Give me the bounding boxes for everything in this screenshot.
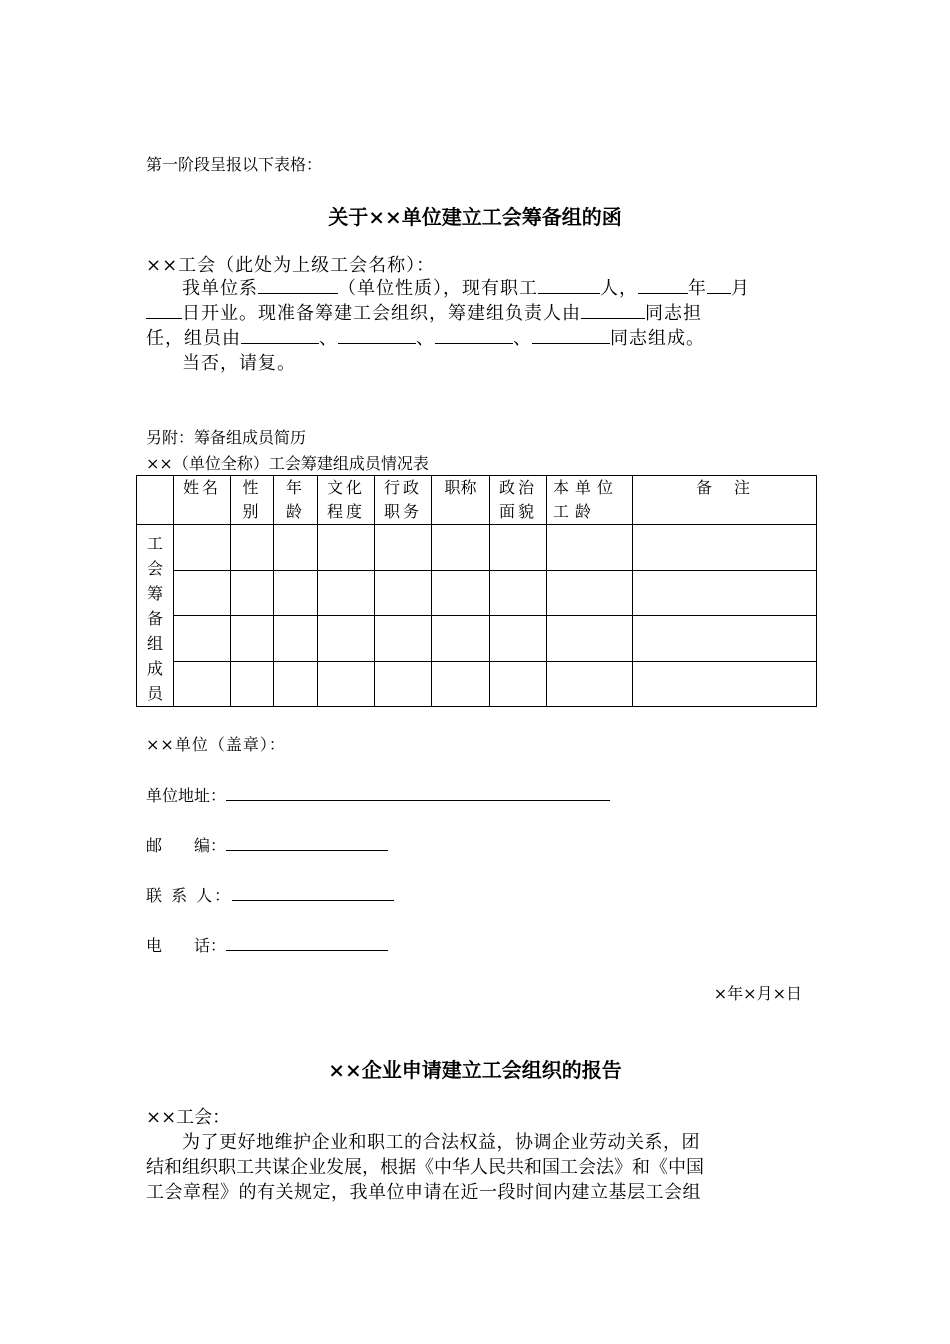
table-cell [547, 616, 633, 662]
text-segment: （单位性质），现有职工 [338, 278, 538, 299]
table-cell [318, 570, 375, 616]
text-segment: 我单位系 [182, 278, 258, 299]
table-cell [231, 525, 274, 571]
report-line-1: 为了更好地维护企业和职工的合法权益，协调企业劳动关系，团 [182, 1132, 700, 1153]
table-cell [633, 616, 817, 662]
header-cell: 行政职务 [375, 476, 432, 525]
header-cell: 职称 [432, 476, 490, 525]
letter-line-1 [182, 274, 750, 300]
blank-field [146, 301, 182, 319]
table-cell [375, 616, 432, 662]
table-header-row [137, 476, 817, 525]
report-line-2: 结和组织职工共谋企业发展，根据《中华人民共和国工会法》和《中国 [146, 1157, 704, 1178]
text-segment: 同志担 [645, 303, 702, 324]
header-cell: 文化程度 [318, 476, 375, 525]
contact-row [146, 882, 394, 906]
report-title: ××企业申请建立工会组织的报告 [328, 1058, 622, 1082]
blank-field [338, 326, 416, 344]
separator: 、 [513, 328, 532, 349]
table-cell [231, 616, 274, 662]
report-salutation: ××工会： [146, 1107, 231, 1128]
table-cell [231, 570, 274, 616]
member-table [136, 475, 817, 707]
table-cell [432, 525, 490, 571]
table-cell [547, 525, 633, 571]
table-row [137, 616, 817, 662]
attachment-note: 另附：筹备组成员简历 [146, 428, 307, 447]
blank-field [581, 301, 645, 319]
table-cell [231, 661, 274, 707]
table-cell [375, 525, 432, 571]
postcode-label: 邮 编： [146, 836, 227, 855]
table-cell [375, 570, 432, 616]
intro-text: 第一阶段呈报以下表格： [146, 155, 323, 174]
header-cell: 年龄 [274, 476, 318, 525]
table-cell [375, 661, 432, 707]
separator: 、 [416, 328, 435, 349]
blank-field [435, 326, 513, 344]
address-label: 单位地址： [146, 786, 227, 805]
table-cell [490, 525, 547, 571]
table-cell [274, 616, 318, 662]
header-cell: 政治面貌 [490, 476, 547, 525]
table-cell [547, 661, 633, 707]
address-field [226, 782, 610, 801]
report-line-3: 工会章程》的有关规定，我单位申请在近一段时间内建立基层工会组 [146, 1182, 701, 1203]
table-cell [432, 616, 490, 662]
postcode-field [226, 832, 388, 851]
table-cell [274, 661, 318, 707]
seal-line: ××单位（盖章）： [146, 735, 286, 754]
table-cell [318, 661, 375, 707]
blank-field [707, 276, 731, 294]
table-cell [274, 525, 318, 571]
table-cell [174, 570, 231, 616]
table-cell [432, 570, 490, 616]
table-cell [174, 616, 231, 662]
header-cell: 性别 [231, 476, 274, 525]
phone-row [146, 932, 388, 956]
letter-line-3 [146, 324, 705, 350]
header-cell: 本单位工龄 [547, 476, 633, 525]
letter-closing: 当否，请复。 [182, 353, 296, 374]
row-label-cell: 工会筹备组成员 [137, 525, 174, 707]
text-segment: 任，组员由 [146, 328, 241, 349]
table-row [137, 661, 817, 707]
table-cell [490, 661, 547, 707]
table-cell [274, 570, 318, 616]
text-segment: 同志组成。 [610, 328, 705, 349]
table-cell [633, 661, 817, 707]
table-cell [490, 570, 547, 616]
table-cell [633, 525, 817, 571]
text-segment: 日开业。现准备筹建工会组织，筹建组负责人由 [182, 303, 581, 324]
table-corner-cell [137, 476, 174, 525]
table-row [137, 570, 817, 616]
table-cell [318, 525, 375, 571]
blank-field [638, 276, 688, 294]
header-cell: 备 注 [633, 476, 817, 525]
blank-field [538, 276, 600, 294]
postcode-row [146, 832, 388, 856]
phone-field [226, 932, 388, 951]
address-row [146, 782, 610, 806]
contact-field [232, 882, 394, 901]
letter-salutation: ××工会（此处为上级工会名称）： [146, 255, 436, 276]
text-segment: 月 [731, 278, 750, 299]
text-segment: 年 [688, 278, 707, 299]
date-line: ×年×月×日 [713, 984, 802, 1003]
table-row [137, 525, 817, 571]
table-cell [633, 570, 817, 616]
letter-line-2 [146, 299, 702, 325]
letter-title: 关于××单位建立工会筹备组的函 [328, 205, 622, 229]
table-cell [174, 661, 231, 707]
blank-field [258, 276, 338, 294]
blank-field [532, 326, 610, 344]
header-cell: 姓名 [174, 476, 231, 525]
table-cell [490, 616, 547, 662]
separator: 、 [319, 328, 338, 349]
contact-label: 联 系 人： [146, 886, 233, 905]
text-segment: 人， [600, 278, 638, 299]
blank-field [241, 326, 319, 344]
table-cell [174, 525, 231, 571]
table-caption: ××（单位全称）工会筹建组成员情况表 [146, 454, 429, 473]
table-cell [432, 661, 490, 707]
phone-label: 电 话： [146, 936, 227, 955]
table-cell [318, 616, 375, 662]
table-cell [547, 570, 633, 616]
